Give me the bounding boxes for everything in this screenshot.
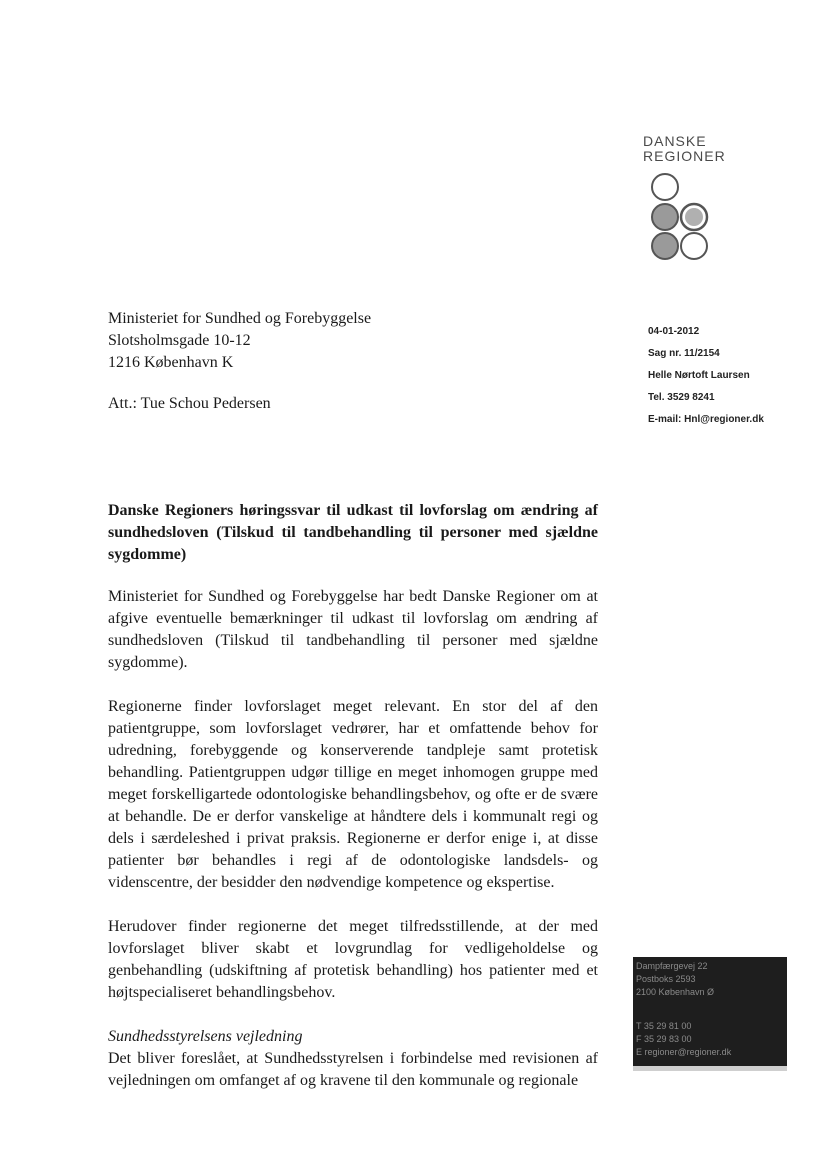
section-subheading: Sundhedsstyrelsens vejledning <box>108 1028 303 1045</box>
body-paragraph-3: Herudover finder regionerne det meget tilfredsstillende, at der med lovforslaget bliver skabt et lovgrundlag for vedligeholdelse og genbehandling (udskiftning af protetisk behandling) hos patienter med et højtspecialiseret behandlingsbehov. <box>108 918 598 1001</box>
body-paragraph-1: Ministeriet for Sundhed og Forebyggelse har bedt Danske Regioner om at afgive eventuelle bemærkninger til udkast til lovforslag om ændring af sundhedsloven (Tilskud til tandbehandling til personer med sjældne sygdomme). <box>108 588 598 671</box>
recipient-address <box>108 308 371 374</box>
recipient-city: 1216 København K <box>108 354 234 371</box>
stamp-line-2: Postboks 2593 <box>636 974 696 984</box>
sender-address-box <box>633 957 787 1071</box>
letter-body <box>108 500 598 1114</box>
body-paragraph-2: Regionerne finder lovforslaget meget relevant. En stor del af den patientgruppe, som lovforslaget vedrører, har et omfattende behov for udredning, forebyggende og konserverende tandpleje samt protetisk behandling. Patientgruppen udgør tillige en meget inhomogen gruppe med meget forskelligartede odontologiske behandlingsbehov, og ofte er de svære at behandle. De er derfor vanskelige at håndtere dels i kommunalt regi og dels i særdeleshed i privat praksis. Regionerne er derfor enige i, at disse patienter bør behandles i regi af de odontologiske landsdels- og videnscentre, der besidder den nødvendige kompetence og ekspertise. <box>108 698 598 891</box>
stamp-line-5: F 35 29 83 00 <box>636 1034 692 1044</box>
contact-name: Helle Nørtoft Laursen <box>648 370 750 381</box>
contact-email: E-mail: Hnl@regioner.dk <box>648 414 764 425</box>
letter-meta <box>648 321 764 431</box>
case-number: Sag nr. 11/2154 <box>648 348 720 359</box>
body-paragraph-4: Det bliver foreslået, at Sundhedsstyrelsen i forbindelse med revisionen af vejledningen om omfanget af og kravene til den kommunale og regionale <box>108 1050 598 1089</box>
letter-date: 04-01-2012 <box>648 326 700 337</box>
contact-phone: Tel. 3529 8241 <box>648 392 715 403</box>
stamp-line-6: E regioner@regioner.dk <box>636 1047 732 1057</box>
stamp-line-3: 2100 København Ø <box>636 987 715 997</box>
recipient-name: Ministeriet for Sundhed og Forebyggelse <box>108 310 372 327</box>
stamp-line-1: Dampfærgevej 22 <box>636 961 708 971</box>
recipient-att: Att.: Tue Schou Pedersen <box>108 395 271 412</box>
logo-text-line1: DANSKE <box>643 133 707 149</box>
danske-regioner-logo <box>643 133 726 164</box>
logo-text-line2: REGIONER <box>643 148 726 164</box>
letter-heading: Danske Regioners høringssvar til udkast til lovforslag om ændring af sundhedsloven (Tilskud til tandbehandling til personer med sjældne sygdomme) <box>108 502 598 563</box>
recipient-street: Slotsholmsgade 10-12 <box>108 332 251 349</box>
stamp-line-4: T 35 29 81 00 <box>636 1021 692 1031</box>
logo-circles-icon <box>645 172 721 272</box>
stamp-bottom-strip <box>633 1066 787 1071</box>
